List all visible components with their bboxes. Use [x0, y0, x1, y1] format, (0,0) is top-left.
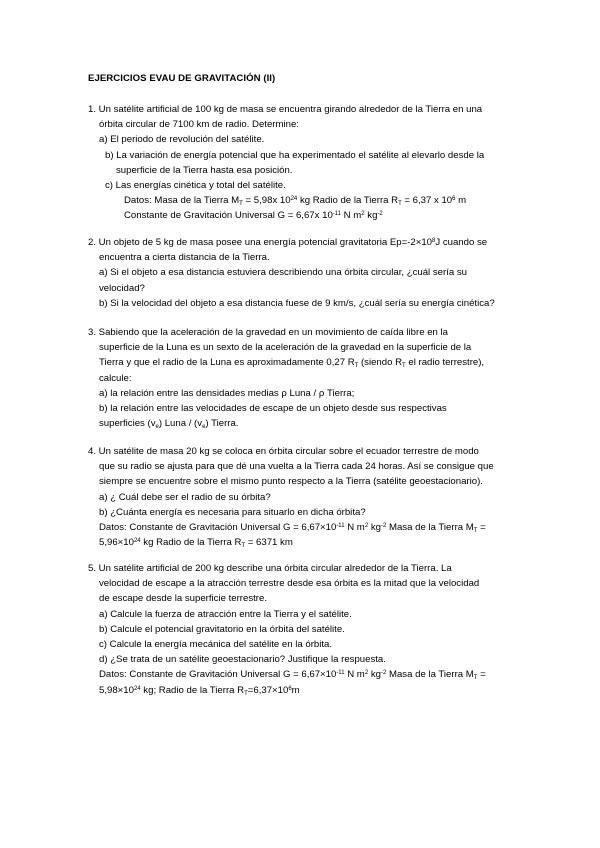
exercise-4-data-line-1: Datos: Constante de Gravitación Universal $G = 6,67\times 10^{-11}$ N $m^2$ $kg^{-2}$ Masa de la Tierra $M_T$ =	[99, 522, 486, 535]
exercise-5-data-line-2: $5,98\times 10^{24}$ kg; Radio de la Tierra $R_T=6,37\times 10^6m$	[99, 684, 300, 697]
exercise-3-question-b-cont: superficies $(v_e)$ Luna / $(v_e)$ Tierra.	[99, 418, 239, 431]
exercise-1-question-b: b) La variación de energía potencial que ha experimentado el satélite al elevarlo desde la	[105, 149, 485, 161]
exercise-1-question-a: a) El periodo de revolución del satélite.	[99, 134, 265, 146]
exercise-5-statement: 5. Un satélite artificial de 200 kg describe una órbita circular alrededor de la Tierra. La	[88, 563, 452, 574]
exercise-1-statement-cont: órbita circular de 7100 km de radio. Determine:	[99, 119, 299, 131]
exercise-1-data-line-1: Datos: Masa de la Tierra $M_T = 5,98x$ $10^{24}$ kg Radio de la Tierra $R_T = 6,37$ x $10^6$ m	[124, 195, 467, 208]
exercise-3-statement-cont-3: calcule:	[99, 372, 132, 384]
exercise-5-statement-cont-1: velocidad de escape a la atracción terrestre desde esa órbita es la mitad que la velocidad	[99, 578, 480, 590]
exercise-2-question-a: a) Si el objeto a esa distancia estuviera describiendo una órbita circular, ¿cuál sería su	[99, 267, 467, 279]
exercise-1	[88, 102, 528, 224]
exercise-4-data-line-2: $5,96\times 10^{24}$ kg Radio de la Tierra $R_T = 6371$ km	[99, 537, 293, 550]
exercise-3-question-b: b) la relación entre las velocidades de escape de un objeto desde sus respectivas	[99, 403, 447, 415]
exercise-4	[88, 444, 528, 550]
document-title: EJERCICIOS EVAU DE GRAVITACIÓN (II)	[88, 73, 276, 84]
exercise-4-question-b: b) ¿Cuánta energía es necesaria para situarlo en dicha órbita?	[99, 506, 366, 518]
exercise-2-question-a-cont: velocidad?	[99, 282, 145, 294]
exercise-4-question-a: a) ¿ Cuál debe ser el radio de su órbita?	[99, 491, 271, 503]
exercise-5-statement-cont-2: de escape desde la superficie terrestre.	[99, 593, 267, 605]
exercise-3-statement-cont-2: Tierra y que el radio de la Luna es aproximadamente 0,27 $R_T$ (siendo $R_T$ el radio terrestre),	[99, 357, 485, 370]
exercise-3-statement-cont-1: superficie de la Luna es un sexto de la aceleración de la gravedad en la superficie de la	[99, 342, 472, 354]
exercise-2-statement: 2. Un objeto de 5 kg de masa posee una energía potencial gravitatoria $Ep=-2\times 10^8J$ cuando se	[88, 237, 488, 248]
exercise-4-statement-cont-1: que su radio se ajusta para que dé una vuelta a la Tierra cada 24 horas. Así se consigue que	[99, 461, 494, 473]
exercise-1-question-b-cont: superficie de la Tierra hasta esa posición.	[116, 164, 293, 176]
exercise-1-question-c: c) Las energías cinética y total del satélite.	[105, 180, 286, 192]
exercise-5-data-line-1: Datos: Constante de Gravitación Universal $G = 6,67\times 10^{-11}$ N $m^2$ $kg^{-2}$ Masa de la Tierra $M_T$ =	[99, 669, 486, 682]
exercise-4-statement-cont-2: siempre se encuentre sobre el mismo punto respecto a la Tierra (satélite geoestacionario).	[99, 476, 483, 488]
exercise-2-question-b: b) Si la velocidad del objeto a esa distancia fuese de 9 km/s, ¿cuál sería su energía cinética?	[99, 297, 495, 309]
exercise-3-statement: 3. Sabiendo que la aceleración de la gravedad en un movimiento de caída libre en la	[88, 327, 449, 338]
exercise-5-question-d: d) ¿Se trata de un satélite geoestacionario? Justifique la respuesta.	[99, 654, 386, 666]
exercise-3	[88, 325, 528, 431]
exercise-4-statement: 4. Un satélite de masa 20 kg se coloca en órbita circular sobre el ecuador terrestre de modo	[88, 446, 479, 457]
exercise-5-question-c: c) Calcule la energía mecánica del satélite en la órbita.	[99, 639, 333, 651]
exercise-5-question-b: b) Calcule el potencial gravitatorio en la órbita del satélite.	[99, 623, 345, 635]
exercise-2-statement-cont: encuentra a cierta distancia de la Tierra.	[99, 252, 270, 264]
exercise-2	[88, 235, 528, 311]
exercise-1-data-line-2: Constante de Gravitación Universal G = 6,67x $10^{-11}$ N $m^2$ $kg^{-2}$	[124, 210, 383, 222]
exercise-5-question-a: a) Calcule la fuerza de atracción entre la Tierra y el satélite.	[99, 608, 352, 620]
exercise-5	[88, 561, 528, 698]
exercise-1-statement: 1. Un satélite artificial de 100 kg de masa se encuentra girando alrededor de la Tierra en una	[88, 104, 483, 115]
exercise-3-question-a: a) la relación entre las densidades medias ρ Luna / ρ Tierra;	[99, 387, 355, 399]
